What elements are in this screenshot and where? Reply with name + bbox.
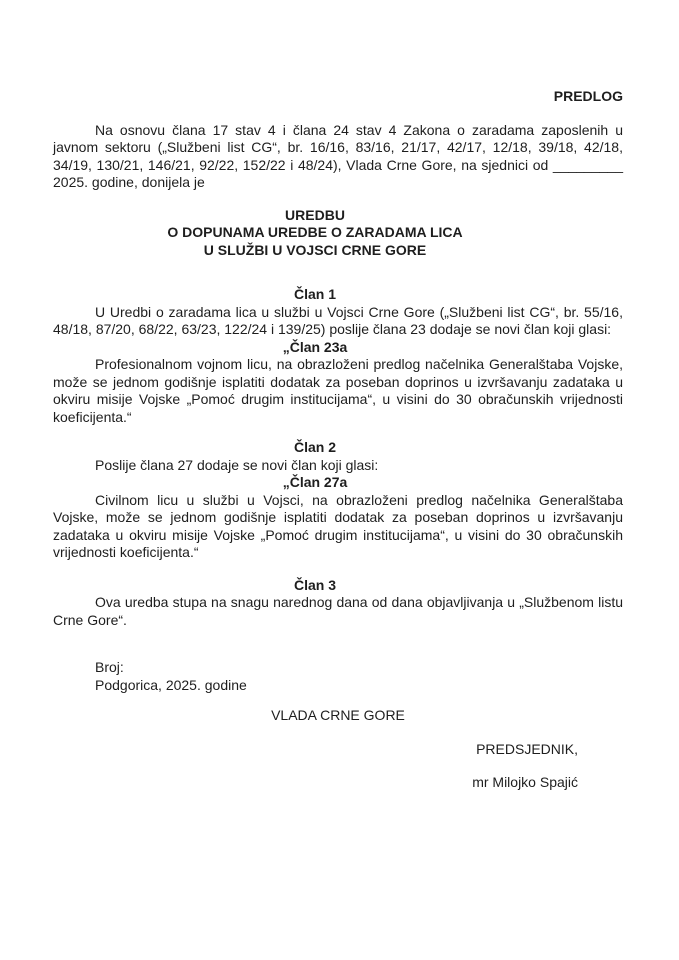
article-3 bbox=[53, 577, 623, 630]
article-2-subheading: „Član 27a bbox=[282, 474, 348, 490]
decree-title bbox=[53, 207, 577, 260]
government-name: VLADA CRNE GORE bbox=[271, 707, 405, 723]
document-type-label: PREDLOG bbox=[553, 88, 623, 104]
decree-title-line-1: UREDBU bbox=[285, 206, 345, 223]
article-1-intro: U Uredbi o zaradama lica u službi u Vojsci Crne Gore („Službeni list CG“, br. 55/16, 48/18, 87/20, 68/22, 63/23, 122/24 i 139/25) poslije člana 23 dodaje se novi član koji glasi: bbox=[53, 303, 623, 337]
article-1-heading: Član 1 bbox=[293, 286, 336, 302]
article-3-heading: Član 3 bbox=[293, 576, 336, 593]
article-3-body: Ova uredba stupa na snagu narednog dana od dana objavljivanja u „Službenom listu Crne Gore“. bbox=[53, 594, 623, 628]
signer-name: mr Milojko Spajić bbox=[472, 774, 578, 790]
article-1-subheading: „Član 23a bbox=[282, 338, 348, 355]
article-2 bbox=[53, 439, 623, 562]
signer-title: PREDSJEDNIK, bbox=[476, 740, 578, 757]
article-2-intro: Poslije člana 27 dodaje se novi član koji glasi: bbox=[95, 456, 379, 473]
signature-block bbox=[53, 659, 623, 792]
preamble-paragraph: Na osnovu člana 17 stav 4 i člana 24 stav 4 Zakona o zaradama zaposlenih u javnom sektoru („Službeni list CG“, br. 16/16, 83/16, 21/17, 42/17, 12/18, 39/18, 42/18, 34/19, 130/21, 146/21, 92/22, 152/22 i 48/24), Vlada Crne Gore, na sjednici od _________ 2025. godine, donijela je bbox=[53, 121, 623, 190]
article-2-body: Civilnom licu u službi u Vojsci, na obrazloženi predlog načelnika Generalštaba Vojske, može se jednom godišnje isplatiti dodatak za poseban doprinos u izvršavanju zadataka u okviru misije Vojske „Pomoć drugim institucijama“, u visini do 30 obračunskih vrijednosti koeficijenta.“ bbox=[53, 491, 623, 560]
article-1-body: Profesionalnom vojnom licu, na obrazloženi predlog načelnika Generalštaba Vojske, može se jednom godišnje isplatiti dodatak za poseban doprinos u izvršavanju zadataka u okviru misije Vojske „Pomoć drugim institucijama“, u visini do 30 obračunskih vrijednosti koeficijenta.“ bbox=[53, 356, 623, 425]
document-number-label: Broj: bbox=[95, 659, 124, 675]
article-2-heading: Član 2 bbox=[293, 439, 336, 455]
decree-title-line-2: O DOPUNAMA UREDBE O ZARADAMA LICA bbox=[167, 224, 463, 240]
decree-title-line-3: U SLUŽBI U VOJSCI CRNE GORE bbox=[203, 241, 427, 258]
article-1 bbox=[53, 286, 623, 426]
document-content bbox=[53, 0, 623, 792]
place-date-line: Podgorica, 2025. godine bbox=[95, 676, 247, 693]
